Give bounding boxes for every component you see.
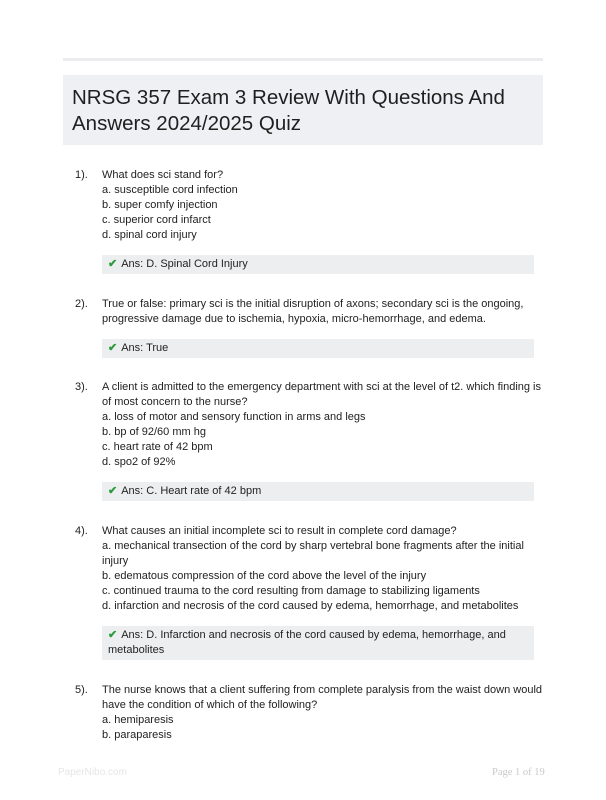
answer-box [102,255,534,274]
question-line: True or false: primary sci is the initial disruption of axons; secondary sci is the ongoing, [102,298,524,310]
question-line: A client is admitted to the emergency department with sci at the level of t2. which finding is [102,381,542,393]
page-title: NRSG 357 Exam 3 Review With Questions And Answers 2024/2025 Quiz [72,86,505,135]
option-a-cont: injury [102,555,129,567]
question-text [102,168,545,243]
option-d: d. spo2 of 92% [102,456,176,468]
answer-box [102,626,534,660]
question-number: 5). [75,684,88,696]
option-a: a. loss of motor and sensory function in arms and legs [102,411,366,423]
question-line: What does sci stand for? [102,169,224,181]
check-icon: ✔ [108,485,118,497]
question-text [102,683,545,743]
question-1 [75,168,545,274]
option-b: b. edematous compression of the cord above the level of the injury [102,570,427,582]
option-c: c. continued trauma to the cord resulting from damage to stabilizing ligaments [102,585,480,597]
question-number: 4). [75,525,88,537]
footer-watermark: PaperNibo.com [58,767,127,778]
option-c: c. heart rate of 42 bpm [102,441,213,453]
option-d: d. infarction and necrosis of the cord caused by edema, hemorrhage, and metabolites [102,600,519,612]
question-text [102,524,545,614]
answer-box [102,339,534,358]
answer-text: Ans: D. Spinal Cord Injury [121,258,248,270]
page-indicator: Page 1 of 19 [492,767,545,778]
option-a: a. susceptible cord infection [102,184,238,196]
option-b: b. bp of 92/60 mm hg [102,426,206,438]
question-text [102,380,545,470]
answer-text: Ans: C. Heart rate of 42 bpm [121,485,262,497]
option-b: b. super comfy injection [102,199,218,211]
question-line: What causes an initial incomplete sci to result in complete cord damage? [102,525,457,537]
question-number: 3). [75,381,88,393]
answer-text: Ans: D. Infarction and necrosis of the cord caused by edema, hemorrhage, and metabolites [108,629,506,656]
question-5 [75,683,545,743]
question-2 [75,297,545,358]
check-icon: ✔ [108,342,118,354]
option-a: a. hemiparesis [102,714,174,726]
option-c: c. superior cord infarct [102,214,211,226]
question-line: of most concern to the nurse? [102,396,248,408]
question-4 [75,524,545,660]
option-a: a. mechanical transection of the cord by sharp vertebral bone fragments after the initial [102,540,524,552]
top-divider [63,58,543,61]
check-icon: ✔ [108,258,118,270]
check-icon: ✔ [108,629,118,641]
option-d: d. spinal cord injury [102,229,197,241]
question-line: progressive damage due to ischemia, hypoxia, micro-hemorrhage, and edema. [102,313,486,325]
question-line: have the condition of which of the following? [102,699,318,711]
question-number: 1). [75,169,88,181]
question-number: 2). [75,298,88,310]
question-3 [75,380,545,501]
question-text [102,297,545,327]
option-b: b. paraparesis [102,729,172,741]
question-line: The nurse knows that a client suffering from complete paralysis from the waist down would [102,684,542,696]
answer-box [102,482,534,501]
title-banner [63,75,543,145]
answer-text: Ans: True [121,342,169,354]
